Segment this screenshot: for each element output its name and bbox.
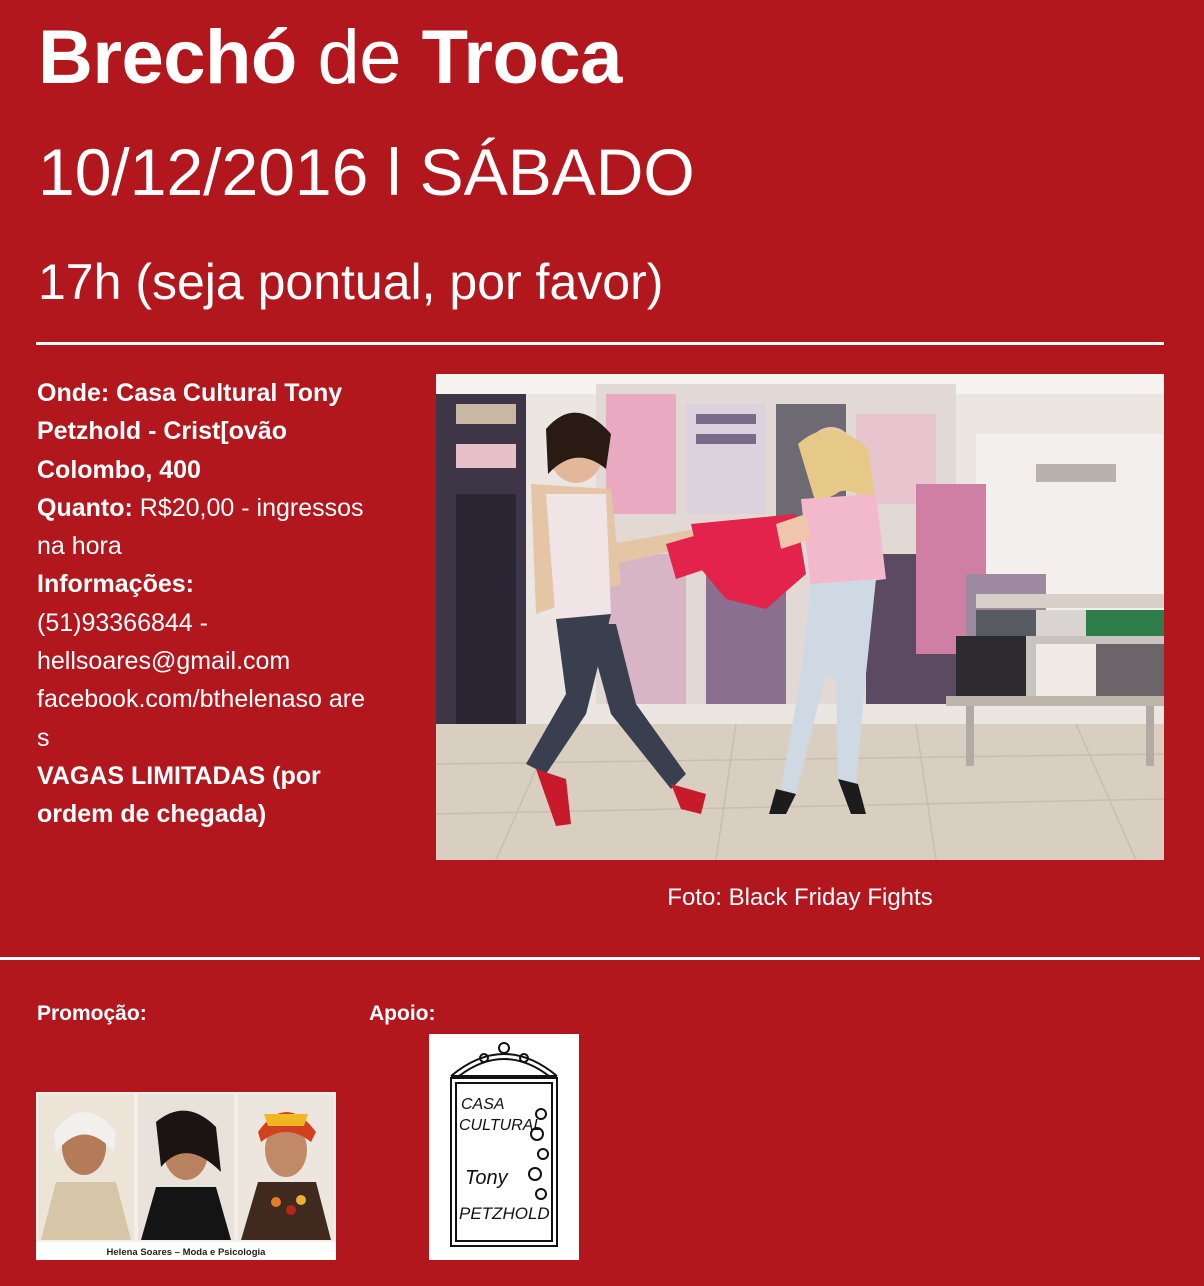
svg-text:CULTURAL: CULTURAL	[459, 1117, 543, 1134]
event-title	[38, 8, 622, 108]
svg-text:CASA: CASA	[461, 1096, 505, 1113]
photo-caption: Foto: Black Friday Fights	[667, 884, 933, 911]
title-de: de	[317, 15, 402, 100]
where-label: Onde:	[37, 379, 110, 407]
divider-top	[36, 342, 1164, 345]
where-block	[37, 374, 377, 489]
email-text: hellsoares@gmail.com	[37, 647, 291, 676]
casa-cultural-logo	[429, 1034, 579, 1260]
store-photo	[436, 374, 1164, 860]
promo-logo	[36, 1092, 336, 1260]
price-value: R$20,00 - ingressos na hora	[37, 493, 364, 561]
price-label: Quanto:	[37, 493, 133, 522]
promo-portraits	[36, 1092, 336, 1260]
info-label: Informações:	[37, 570, 194, 599]
svg-text:Tony: Tony	[465, 1167, 508, 1189]
phone-text: (51)93366844 -	[37, 608, 208, 637]
event-date: 10/12/2016 l SÁBADO	[38, 135, 695, 209]
promo-label: Promoção:	[37, 1002, 147, 1025]
event-time: 17h (seja pontual, por favor)	[38, 254, 664, 310]
title-troca: Troca	[421, 15, 622, 100]
title-brecho: Brechó	[38, 15, 297, 100]
svg-text:PETZHOLD: PETZHOLD	[459, 1204, 550, 1223]
price-block	[37, 489, 377, 566]
event-details	[37, 374, 377, 834]
limited-notice: VAGAS LIMITADAS (por ordem de chegada)	[37, 761, 321, 829]
promo-caption: Helena Soares – Moda e Psicologia	[106, 1247, 266, 1258]
where-value: Casa Cultural Tony Petzhold - Crist[ovão Colombo, 400	[37, 379, 343, 484]
apoio-label: Apoio:	[369, 1002, 436, 1025]
divider-bottom	[0, 957, 1200, 960]
casa-cultural-logo-art	[429, 1034, 579, 1260]
store-photo-illustration	[436, 374, 1164, 860]
facebook-text: facebook.com/bthelenaso ares	[37, 685, 365, 752]
